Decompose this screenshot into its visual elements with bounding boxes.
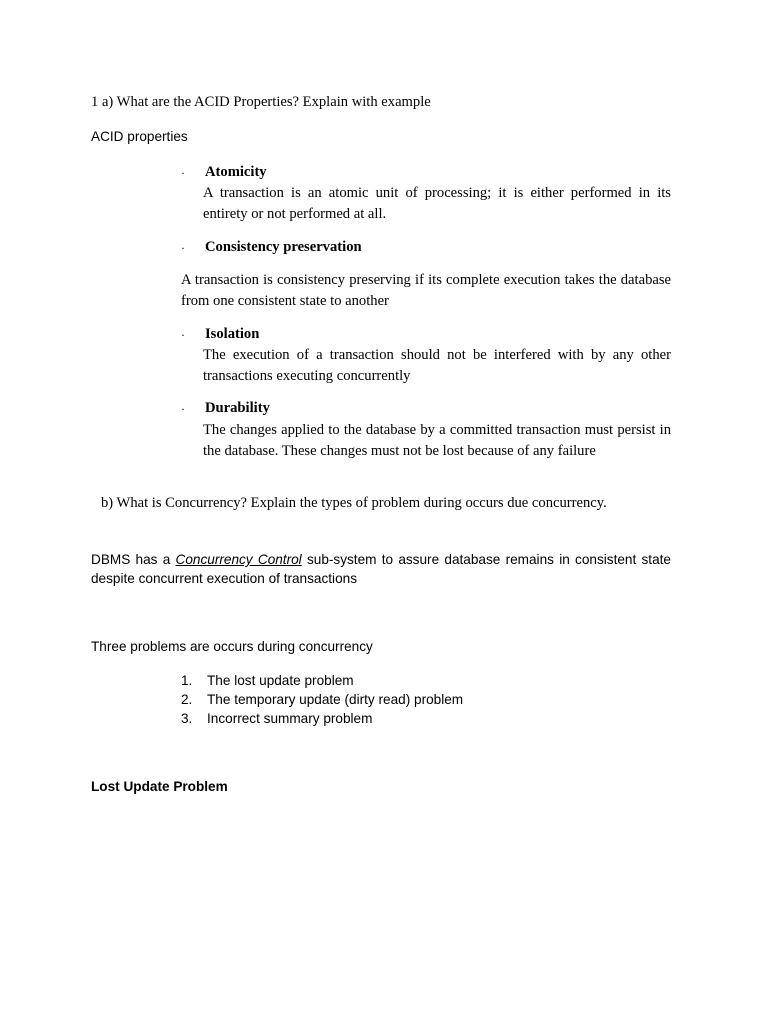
question-1a-heading: 1 a) What are the ACID Properties? Explain with example xyxy=(91,94,431,110)
list-item: The lost update problem xyxy=(207,673,354,688)
bullet-icon: · xyxy=(181,328,185,342)
property-desc-durability: The changes applied to the database by a committed transaction must persist in the database. These changes must not be lost because of any failure xyxy=(203,422,671,459)
list-item: Incorrect summary problem xyxy=(207,711,373,726)
property-title-durability: Durability xyxy=(205,400,270,416)
problems-intro: Three problems are occurs during concurrency xyxy=(91,639,373,654)
property-title-atomicity: Atomicity xyxy=(205,164,267,180)
bullet-icon: · xyxy=(181,402,185,416)
concurrency-control-link[interactable]: Concurrency Control xyxy=(175,552,302,567)
bullet-icon: · xyxy=(181,241,185,255)
property-desc-isolation: The execution of a transaction should not be interfered with by any other transactions executing concurrently xyxy=(203,347,671,384)
list-item: The temporary update (dirty read) problem xyxy=(207,692,464,707)
question-1b-heading: b) What is Concurrency? Explain the types of problem during occurs due concurrency. xyxy=(101,495,607,511)
list-number: 1. xyxy=(181,673,193,688)
dbms-paragraph xyxy=(91,550,671,588)
property-desc-consistency: A transaction is consistency preserving if its complete execution takes the database from one consistent state to another xyxy=(181,272,671,309)
acid-subheading: ACID properties xyxy=(91,129,188,144)
bullet-icon: · xyxy=(181,166,185,180)
property-desc-atomicity: A transaction is an atomic unit of processing; it is either performed in its entirety or not performed at all. xyxy=(203,185,671,222)
property-title-consistency: Consistency preservation xyxy=(205,239,362,255)
list-number: 3. xyxy=(181,711,193,726)
property-title-isolation: Isolation xyxy=(205,326,260,342)
dbms-prefix-text: DBMS has a xyxy=(91,552,176,567)
lost-update-section-title: Lost Update Problem xyxy=(91,779,228,794)
dbms-suffix-text: sub-system to assure database remains in consistent state despite concurrent execution of transactions xyxy=(91,552,671,586)
list-number: 2. xyxy=(181,692,193,707)
